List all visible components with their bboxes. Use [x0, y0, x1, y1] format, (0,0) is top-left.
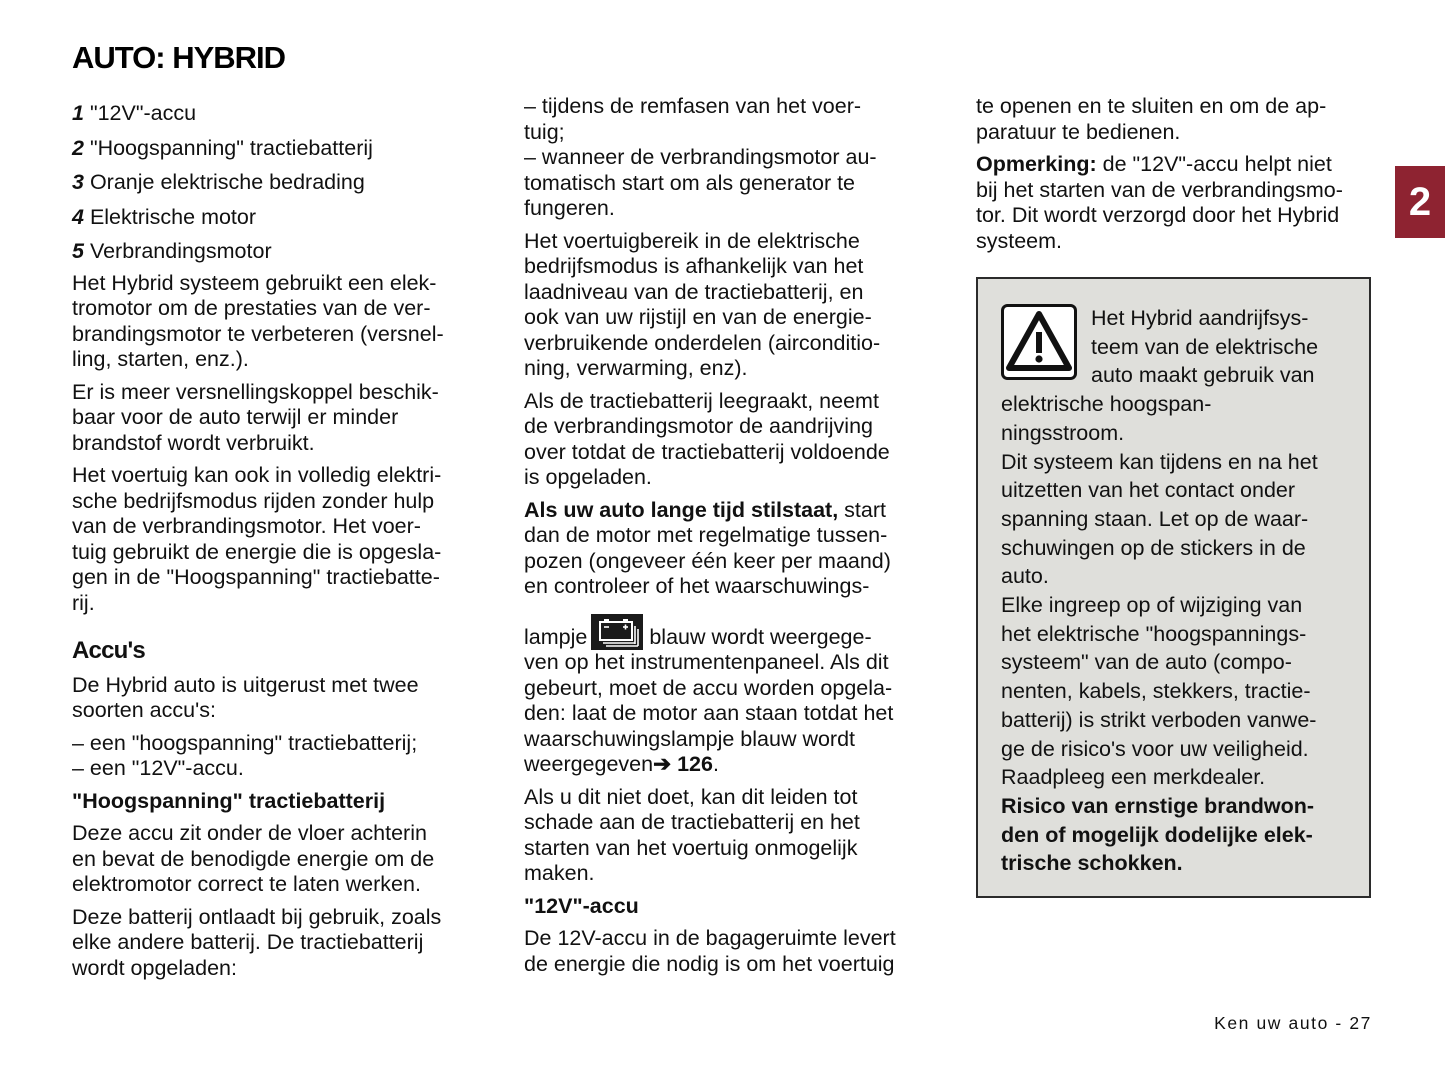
paragraph-long-standstill [524, 498, 934, 600]
warning-triangle-icon [1001, 304, 1077, 380]
column-middle [524, 94, 934, 984]
note-paragraph [976, 152, 1376, 254]
page-title: AUTO: HYBRID [72, 40, 286, 75]
paragraph-electric-mode: Het voertuig kan ook in volledig elektri- sche bedrijfsmodus rijden zonder hulp van de verbrandingsmotor. Het voer- tuig gebruikt de energie die is opgesla- gen in de "Hoogspanning" tractiebatte- rij. [72, 463, 442, 615]
warning-voltage-after-off: Dit systeem kan tijdens en na het uitzetten van het contact onder spanning staan. Let op de waar- schuwingen op de stickers in de auto. [1001, 449, 1318, 589]
note-label: Opmerking: [976, 152, 1097, 176]
paragraph-range: Het voertuigbereik in de elektrische bedrijfsmodus is afhankelijk van het laadniveau van de tractiebatterij, en ook van uw rijstijl en van de energie- verbruikende onderdelen (airconditio- ning, verwarming, enz). [524, 228, 881, 380]
paragraph-hybrid-system: Het Hybrid systeem gebruikt een elek- tromotor om de prestaties van de ver- brandingsmotor te verbeteren (versnel- ling, starten, enz.). [72, 270, 444, 371]
legend-number: 4 [72, 204, 84, 229]
paragraph-battery-discharge: Deze batterij ontlaadt bij gebruik, zoals elke andere batterij. De tractiebatterij wordt opgeladen: [72, 904, 442, 980]
standstill-text: start dan de motor met regelmatige tussen- pozen (ongeveer één keer per maand) en controleer of het waarschuwings- [524, 497, 891, 598]
page-reference-link[interactable]: ➔ 126 [653, 752, 713, 776]
lamp-text-post: blauw wordt weergege- ven op het instrumentenpaneel. Als dit gebeurt, moet de accu worden opgela- den: laat de motor aan staan totdat het waarschuwingslampje blauw wordt weergegeven [524, 624, 894, 776]
page-footer: Ken uw auto - 27 [1214, 1013, 1372, 1033]
legend-text: "12V"-accu [83, 101, 197, 125]
legend-item-5 [72, 239, 482, 265]
list-item-braking: – tijdens de remfasen van het voer- tuig; [524, 94, 862, 144]
legend-number: 3 [72, 170, 84, 194]
paragraph-12v-function: te openen en te sluiten en om de ap- paratuur te bedienen. [976, 94, 1327, 144]
column-left [72, 101, 482, 988]
lamp-text-end: . [712, 752, 719, 776]
legend-item-3 [72, 170, 482, 196]
warning-box [976, 277, 1371, 898]
legend-text: Oranje elektrische bedrading [83, 170, 365, 194]
warning-risk: Risico van ernstige brandwon- den of mogelijk dodelijke elek- trische schokken. [1001, 793, 1314, 876]
paragraph-12v-location: De 12V-accu in de bagageruimte levert de energie die nodig is om het voertuig [524, 926, 896, 976]
note-text: de "12V"-accu helpt niet bij het starten van de verbrandingsmo- tor. Dit wordt verzorgd door het Hybrid systeem. [976, 152, 1343, 253]
legend-item-1 [72, 101, 482, 127]
list-item-generator: – wanneer de verbrandingsmotor au- tomatisch start om als generator te fungeren. [524, 145, 877, 220]
legend-item-4 [72, 205, 482, 231]
legend-number: 2 [72, 135, 84, 160]
paragraph-damage: Als u dit niet doet, kan dit leiden tot schade aan de tractiebatterij en het starten van het voertuig onmogelijk maken. [524, 784, 860, 885]
column-right [976, 94, 1376, 261]
legend-number: 1 [72, 101, 84, 125]
battery-warning-lamp-icon [591, 614, 643, 650]
warning-no-modification: Elke ingreep op of wijziging van het elektrische "hoogspannings- systeem" van de auto (compo- nenten, kabels, stekkers, tractie- batterij) is strikt verboden vanwe- ge de risico's voor uw veiligheid. Raadpleeg een merkdealer. [1001, 593, 1317, 790]
legend-text: "Hoogspanning" tractiebatterij [83, 135, 373, 160]
legend-number: 5 [72, 239, 84, 263]
section-heading-accus: Accu's [72, 637, 145, 664]
list-item-hv-battery: – een "hoogspanning" tractiebatterij; [72, 730, 418, 755]
legend-text: Elektrische motor [83, 204, 257, 229]
lamp-text-pre: lampje [524, 624, 588, 649]
paragraph-battery-empty: Als de tractiebatterij leegraakt, neemt de verbrandingsmotor de aandrijving over totdat de tractiebatterij voldoende is opgeladen. [524, 388, 890, 489]
paragraph-torque: Er is meer versnellingskoppel beschik- baar voor de auto terwijl er minder brandstof wordt verbruikt. [72, 379, 439, 455]
chapter-tab: 2 [1395, 166, 1445, 238]
warning-intro: Het Hybrid aandrijfsys- teem van de elektrische auto maakt gebruik van elektrische hoogspan- ningsstroom. [1001, 306, 1319, 445]
legend-item-2 [72, 136, 482, 162]
paragraph-two-batteries: De Hybrid auto is uitgerust met twee soorten accu's: [72, 672, 419, 722]
legend-text: Verbrandingsmotor [83, 239, 272, 263]
list-item-12v-battery: – een "12V"-accu. [72, 756, 244, 780]
subheading-hv-battery: "Hoogspanning" tractiebatterij [72, 788, 386, 813]
paragraph-warning-lamp [524, 614, 934, 778]
paragraph-battery-location: Deze accu zit onder de vloer achterin en bevat de benodigde energie om de elektromotor correct te laten werken. [72, 821, 435, 896]
subheading-12v-battery: "12V"-accu [524, 893, 639, 918]
standstill-bold-lead: Als uw auto lange tijd stilstaat, [524, 497, 839, 522]
